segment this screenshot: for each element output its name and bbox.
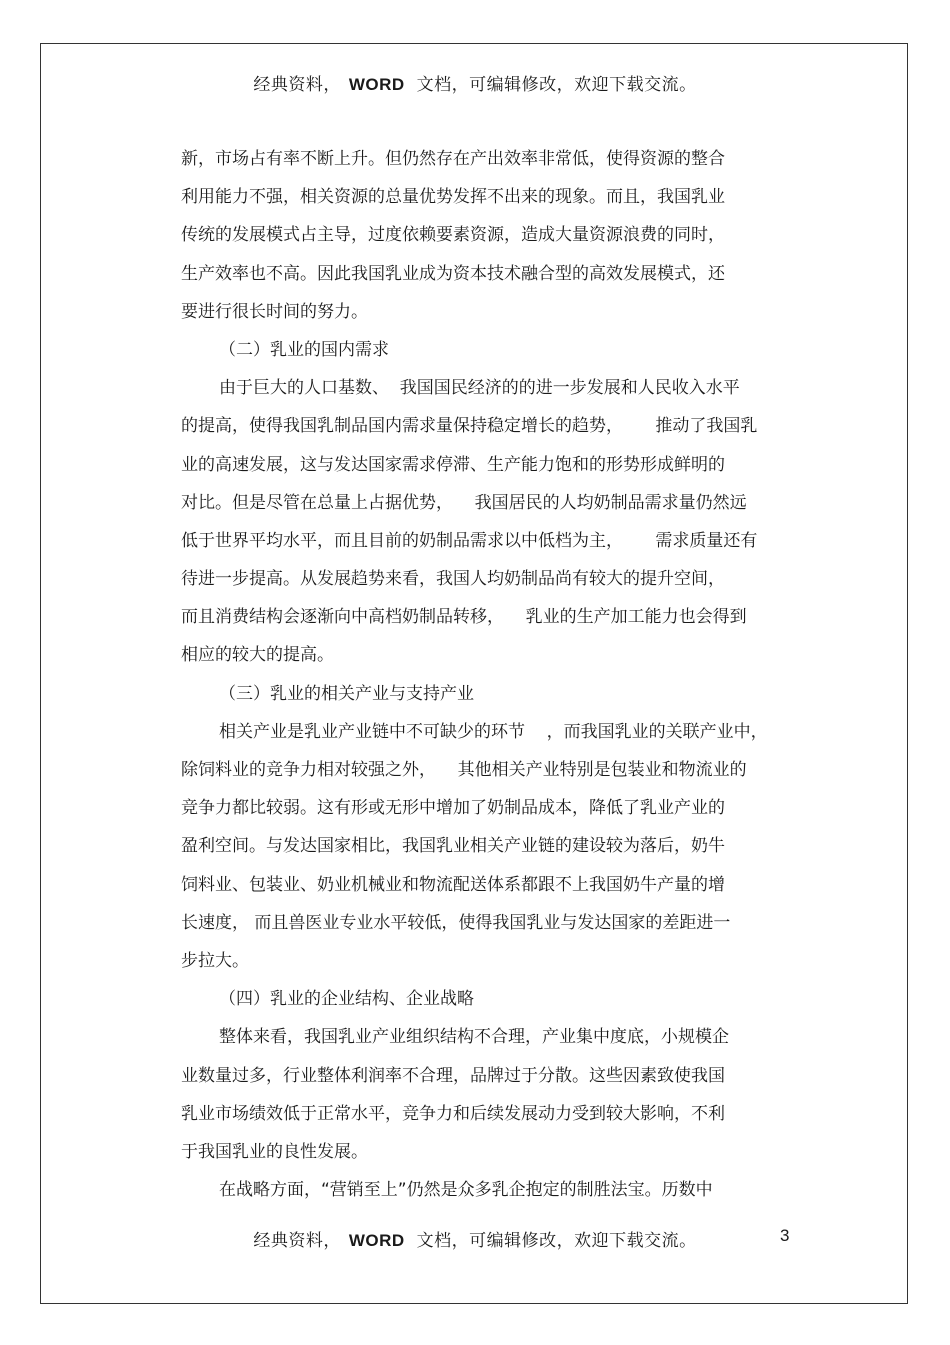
body-line: 步拉大。 xyxy=(181,950,249,971)
body-line: 待进一步提高。从发展趋势来看，我国人均奶制品尚有较大的提升空间， xyxy=(181,569,725,590)
body-line: 相关产业是乳业产业链中不可缺少的环节 ，而我国乳业的关联产业中， xyxy=(219,721,768,742)
section-heading: （二）乳业的国内需求 xyxy=(219,339,389,360)
body-line: 要进行很长时间的努力。 xyxy=(181,301,368,322)
header-word: WORD xyxy=(348,75,405,94)
document-body xyxy=(181,140,801,1209)
footer-text-pre: 经典资料， xyxy=(253,1231,341,1251)
body-line: 除饲料业的竞争力相对较强之外， 其他相关产业特别是包装业和物流业的 xyxy=(181,760,747,780)
body-line: 饲料业、包装业、奶业机械业和物流配送体系都跟不上我国奶牛产量的增 xyxy=(181,874,725,895)
body-line: 于我国乳业的良性发展。 xyxy=(181,1141,368,1162)
body-line: 竞争力都比较弱。这有形或无形中增加了奶制品成本，降低了乳业产业的 xyxy=(181,798,725,819)
page-footer xyxy=(0,1226,950,1251)
body-line: 盈利空间。与发达国家相比，我国乳业相关产业链的建设较为落后，奶牛 xyxy=(181,836,725,857)
section-heading: （四）乳业的企业结构、企业战略 xyxy=(219,989,474,1010)
body-line: 在战略方面，“营销至上”仍然是众多乳企抱定的制胜法宝。历数中 xyxy=(219,1180,713,1201)
page-number: 3 xyxy=(780,1226,790,1245)
body-line: 业的高速发展，这与发达国家需求停滞、生产能力饱和的形势形成鲜明的 xyxy=(181,454,725,475)
body-line: 的提高，使得我国乳制品国内需求量保持稳定增长的趋势， 推动了我国乳 xyxy=(181,416,758,437)
body-line: 由于巨大的人口基数、 我国国民经济的的进一步发展和人民收入水平 xyxy=(219,378,740,399)
body-line: 乳业市场绩效低于正常水平，竞争力和后续发展动力受到较大影响，不利 xyxy=(181,1103,725,1124)
body-line: 整体来看，我国乳业产业组织结构不合理，产业集中度底，小规模企 xyxy=(219,1027,729,1048)
body-line: 对比。但是尽管在总量上占据优势， 我国居民的人均奶制品需求量仍然远 xyxy=(181,492,747,513)
body-line: 传统的发展模式占主导，过度依赖要素资源，造成大量资源浪费的同时， xyxy=(181,225,725,246)
footer-word: WORD xyxy=(348,1231,405,1250)
body-line: 相应的较大的提高。 xyxy=(181,645,334,666)
body-line: 业数量过多，行业整体利润率不合理，品牌过于分散。这些因素致使我国 xyxy=(181,1065,725,1086)
body-line: 而且消费结构会逐渐向中高档奶制品转移， 乳业的生产加工能力也会得到 xyxy=(181,607,747,628)
body-line: 利用能力不强，相关资源的总量优势发挥不出来的现象。而且，我国乳业 xyxy=(181,187,725,208)
body-line: 低于世界平均水平，而且目前的奶制品需求以中低档为主， 需求质量还有 xyxy=(181,530,758,551)
footer-text-post: 文档，可编辑修改，欢迎下载交流。 xyxy=(416,1231,697,1251)
section-heading: （三）乳业的相关产业与支持产业 xyxy=(219,683,474,704)
header-text-pre: 经典资料， xyxy=(253,75,341,95)
body-line: 长速度， 而且兽医业专业水平较低，使得我国乳业与发达国家的差距进一 xyxy=(181,912,731,933)
body-line: 新，市场占有率不断上升。但仍然存在产出效率非常低，使得资源的整合 xyxy=(181,149,725,169)
page-header xyxy=(0,70,950,95)
header-text-post: 文档，可编辑修改，欢迎下载交流。 xyxy=(416,75,697,95)
body-line: 生产效率也不高。因此我国乳业成为资本技术融合型的高效发展模式，还 xyxy=(181,263,725,284)
